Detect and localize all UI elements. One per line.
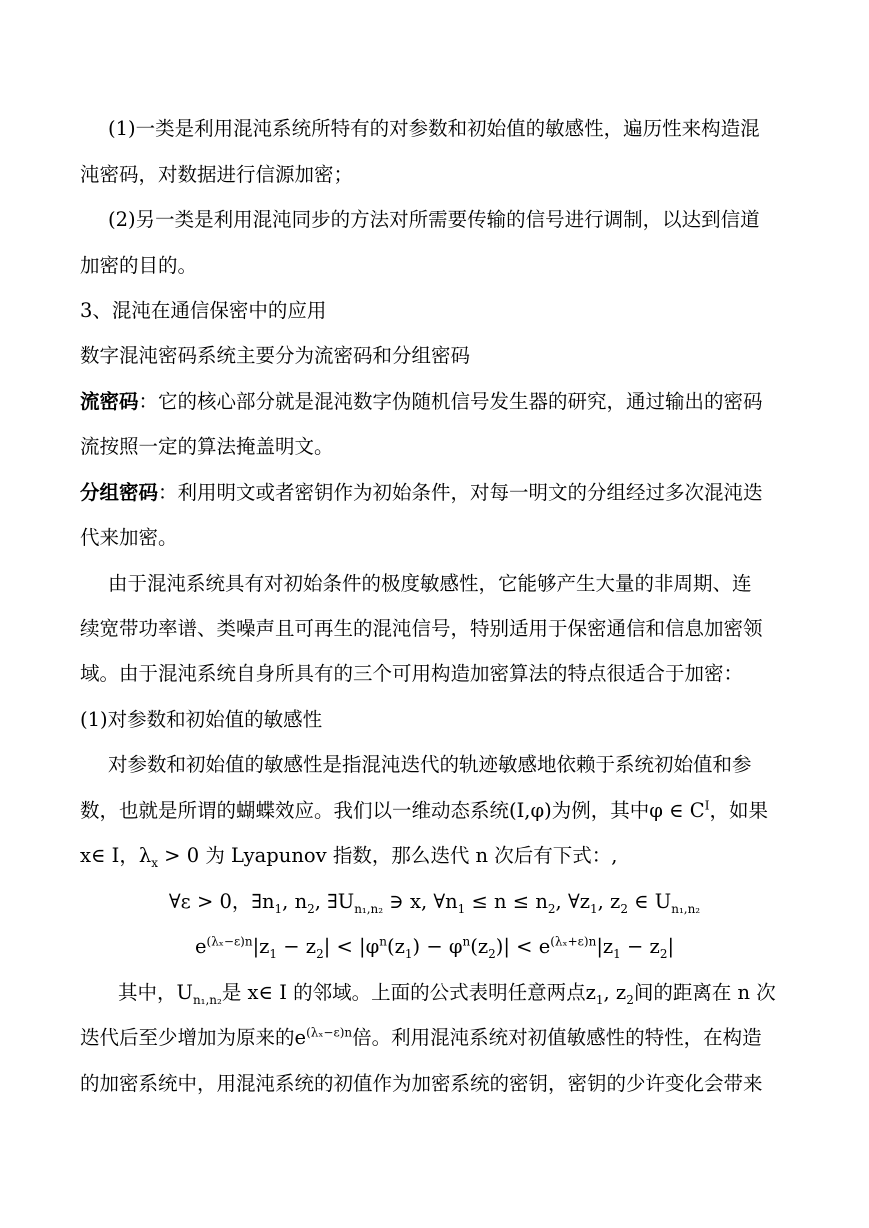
paragraph-5-line-3: 的加密系统中，用混沌系统的初值作为加密系统的密钥，密钥的少许变化会带来 [80,1072,763,1095]
paragraph-2-line-2: 加密的目的。 [80,254,198,277]
paragraph-3-line-2: 续宽带功率谱、类噪声且可再生的混沌信号，特别适用于保密通信和信息加密领 [80,617,763,640]
paragraph-4-line-2: 数，也就是所谓的蝴蝶效应。我们以一维动态系统(I,φ)为例，其中φ ∈ $C^I$，如果 [80,798,768,822]
paragraph-1-line-1: (1)一类是利用混沌系统所特有的对参数和初始值的敏感性，遍历性来构造混 [108,117,760,140]
block-cipher-text: ：利用明文或者密钥作为初始条件，对每一明文的分组经过多次混沌迭 [158,481,763,504]
stream-cipher-term: 流密码 [80,390,139,413]
intro-line: 数字混沌密码系统主要分为流密码和分组密码 [80,344,471,367]
formula-condition: ∀ε > 0，$\exists n_1$, $n_2$, $\exists U_{n_1,n_2}$ ∋ x, $\forall n_1 \le n \le n_2$, $\forall z_1$, $z_2$ ∈ $U_{n_1,n_2}$ [168,890,701,916]
sub-heading: (1)对参数和初始值的敏感性 [80,708,323,731]
paragraph-1-line-2: 沌密码，对数据进行信源加密； [80,163,354,186]
stream-cipher-line-1 [80,390,869,414]
paragraph-3-line-1: 由于混沌系统具有对初始条件的极度敏感性，它能够产生大量的非周期、连 [108,572,752,595]
paragraph-4-line-3: x∈ I，$\lambda_x > 0$ 为 Lyapunov 指数，那么迭代 n 次后有下式：, [80,844,618,870]
paragraph-4-line-1: 对参数和初始值的敏感性是指混沌迭代的轨迹敏感地依赖于系统初始值和参 [108,753,752,776]
paragraph-5-line-1: 其中，$U_{n_1,n_2}$是 x∈ I 的邻域。上面的公式表明任意两点$z_1$, $z_2$间的距离在 n 次 [118,981,776,1007]
paragraph-2-line-1: (2)另一类是利用混沌同步的方法对所需要传输的信号进行调制，以达到信道 [108,208,760,231]
stream-cipher-line-2: 流按照一定的算法掩盖明文。 [80,435,334,458]
formula-inequality: $e^{(\lambda_x-\varepsilon)n}|z_1 - z_2| < |\varphi^n(z_1) - \varphi^n(z_2)| < e^{(\lambda_x+\varepsilon)n}|z_1 - z_2|$ [194,934,675,961]
paragraph-5-line-2: 迭代后至少增加为原来的$e^{(\lambda_x-\varepsilon)n}$倍。利用混沌系统对初值敏感性的特性，在构造 [80,1025,762,1049]
block-cipher-line-1 [80,481,869,505]
phi-in-c-math: φ ∈ $C^I$ [649,798,710,822]
block-cipher-line-2: 代来加密。 [80,526,178,549]
block-cipher-term: 分组密码 [80,481,159,504]
paragraph-3-line-3: 域。由于混沌系统自身所具有的三个可用构造加密算法的特点很适合于加密： [80,662,744,685]
stream-cipher-text: ：它的核心部分就是混沌数字伪随机信号发生器的研究，通过输出的密码 [138,390,763,413]
section-heading: 3、混沌在通信保密中的应用 [80,299,327,322]
lyapunov-lambda-math: $\lambda_x > 0$ [138,844,200,870]
